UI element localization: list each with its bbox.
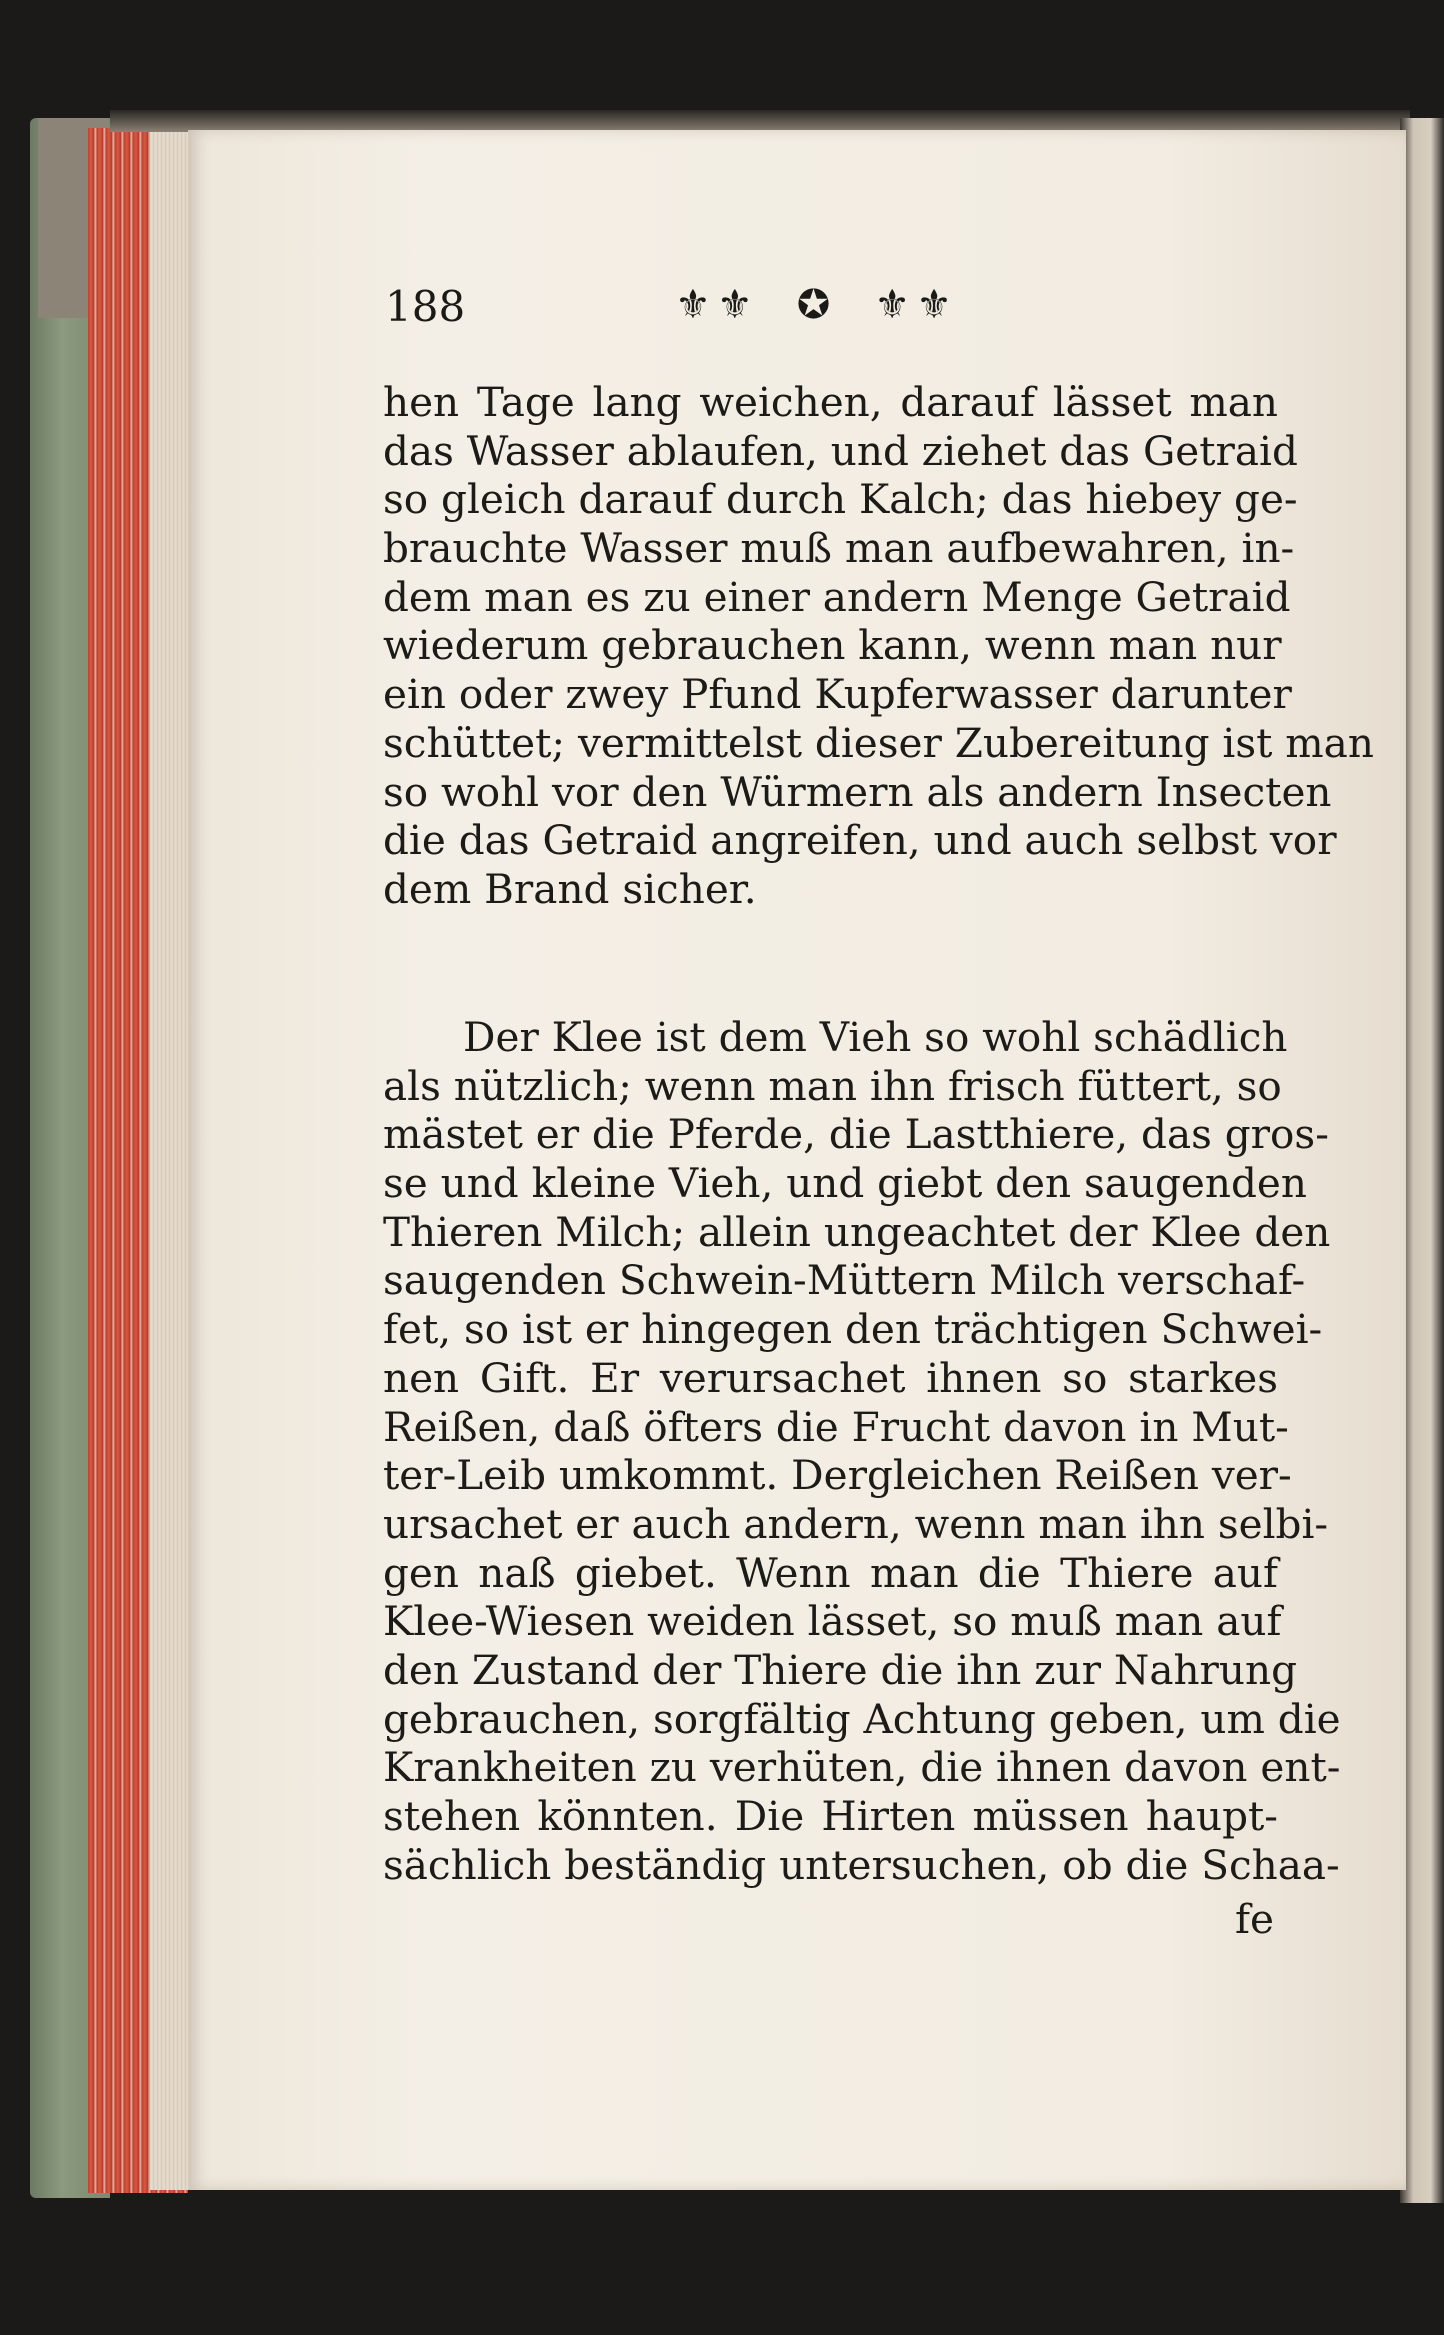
text-line: Krankheiten zu verhüten, die ihnen davon ent- bbox=[383, 1743, 1341, 1792]
paragraph-1 bbox=[383, 378, 1374, 914]
text-line: sächlich beständig untersuchen, ob die Schaa- bbox=[383, 1840, 1340, 1889]
text-line: so wohl vor den Würmern als andern Insecten bbox=[383, 767, 1332, 816]
text-line: den Zustand der Thiere die ihn zur Nahrung bbox=[383, 1645, 1297, 1694]
text-line: dem man es zu einer andern Menge Getraid bbox=[383, 572, 1291, 621]
text-line: ursachet er auch andern, wenn man ihn selbi- bbox=[383, 1499, 1329, 1548]
text-line: wiederum gebrauchen kann, wenn man nur bbox=[383, 621, 1282, 670]
page-edges-inner bbox=[150, 130, 190, 2190]
fleuron-right-icon: ⚜⚜ bbox=[874, 282, 958, 328]
text-line: schüttet; vermittelst dieser Zubereitung ist man bbox=[383, 718, 1374, 767]
rosette-icon: ✪ bbox=[796, 282, 837, 328]
page-header bbox=[385, 282, 1285, 342]
text-line: ter-Leib umkommt. Dergleichen Reißen ver- bbox=[383, 1451, 1292, 1500]
fleuron-left-icon: ⚜⚜ bbox=[675, 282, 759, 328]
page-number: 188 bbox=[385, 282, 466, 331]
text-line: Klee-Wiesen weiden lässet, so muß man auf bbox=[383, 1597, 1282, 1646]
text-line: brauchte Wasser muß man aufbewahren, in- bbox=[383, 524, 1295, 573]
text-line: gen naß giebet. Wenn man die Thiere auf bbox=[383, 1548, 1278, 1597]
text-line: so gleich darauf durch Kalch; das hiebey ge- bbox=[383, 475, 1298, 524]
text-line: hen Tage lang weichen, darauf lässet man bbox=[383, 378, 1278, 426]
text-line: gebrauchen, sorgfältig Achtung geben, um die bbox=[383, 1694, 1341, 1743]
text-line: fet, so ist er hingegen den trächtigen Schwei- bbox=[383, 1305, 1323, 1354]
text-line: mästet er die Pferde, die Lastthiere, das gros- bbox=[383, 1110, 1329, 1159]
text-line: Reißen, daß öfters die Frucht davon in Mut- bbox=[383, 1402, 1289, 1451]
text-line: Der Klee ist dem Vieh so wohl schädlich bbox=[463, 1013, 1288, 1061]
catchword: fe bbox=[1235, 1895, 1274, 1943]
text-line: se und kleine Vieh, und giebt den saugenden bbox=[383, 1159, 1307, 1208]
text-line: ein oder zwey Pfund Kupferwasser darunter bbox=[383, 670, 1292, 719]
text-line: als nützlich; wenn man ihn frisch füttert, so bbox=[383, 1061, 1282, 1110]
text-line: stehen könnten. Die Hirten müssen haupt- bbox=[383, 1792, 1278, 1840]
paragraph-2 bbox=[383, 1013, 1341, 1889]
text-line: das Wasser ablaufen, und ziehet das Getraid bbox=[383, 426, 1298, 475]
header-ornament bbox=[675, 282, 958, 328]
text-line: nen Gift. Er verursachet ihnen so starkes bbox=[383, 1353, 1278, 1402]
text-line: dem Brand sicher. bbox=[383, 864, 757, 913]
next-page-edge bbox=[1400, 118, 1444, 2203]
text-line: die das Getraid angreifen, und auch selbst vor bbox=[383, 816, 1337, 865]
top-shadow bbox=[110, 110, 1410, 132]
text-line: Thieren Milch; allein ungeachtet der Klee den bbox=[383, 1207, 1331, 1256]
text-line: saugenden Schwein-Müttern Milch verschaf- bbox=[383, 1256, 1306, 1305]
